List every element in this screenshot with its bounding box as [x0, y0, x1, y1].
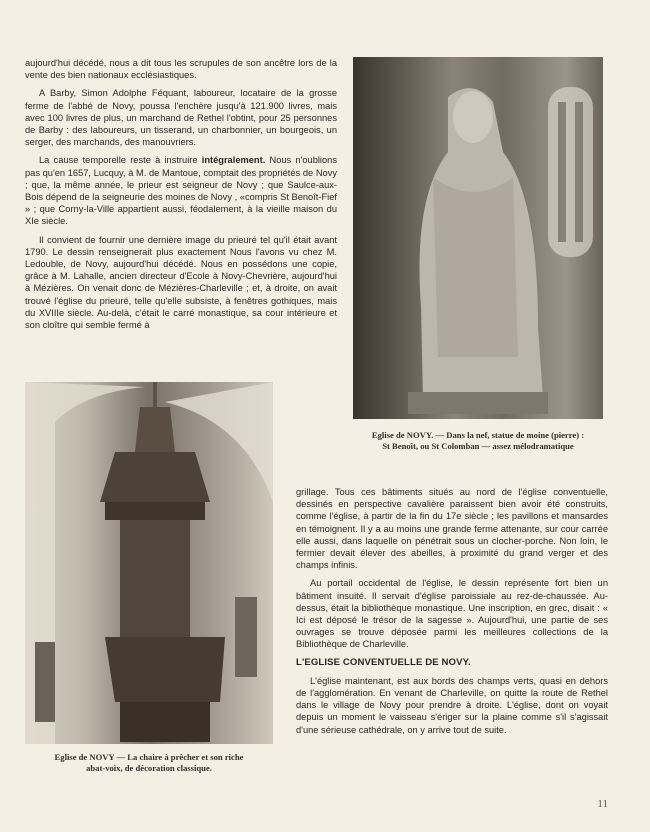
- left-column-text: [25, 57, 337, 337]
- section-heading: L'EGLISE CONVENTUELLE DE NOVY.: [296, 656, 471, 668]
- right-column-text: [296, 486, 608, 742]
- statue-photo: [353, 57, 603, 419]
- page-number: 11: [597, 798, 608, 810]
- pulpit-caption: Eglise de NOVY — La chaire à prêcher et son riche abat-voix, de décoration classique.: [54, 752, 244, 773]
- pulpit-illustration: [25, 382, 273, 744]
- paragraph: Il convient de fournir une dernière image du prieuré tel qu'il était avant 1790. Le dessin renseignerait plus exactement Nous l'avons vu chez M. Ledouble, de Novy, aujourd'hui décédé. Nous en possédons une copie, grâce à M. Lahalle, ancien directeur d'Ecole à Novy-Chevrière, aujourd'hui à Mézières. On venait donc de Mézières-Charleville ; et, à droite, on avait trouvé l'église du prieuré, telle qu'elle subsiste, à fenêtres gothiques, mais du XVIIIe siècle. Au-delà, c'était le carré monastique, sa cour intérieure et son cloître qui semble fermé à: [25, 234, 337, 331]
- paragraph: Au portail occidental de l'église, le dessin représente fort bien un bâtiment insuité. Il servait d'église paroissiale au rez-de-chaussée. Au-dessus, était la bibliothèque monastique. Une inscription, en grec, disait : « Ici est déposé le trésor de la sagesse ». Aujourd'hui, une partie de ses ouvrages se trouve déposée parmi les meilleures collections de la Bibliothèque de Charleville.: [296, 578, 608, 650]
- pulpit-photo: [25, 382, 273, 744]
- paragraph: La cause temporelle reste à instruire intégralement. Nous n'oublions pas qu'en 1657, Lucquy, à M. de Mantoue, comptait des propriétés de Novy ; que, la même année, le prieur est seigneur de Novy ; que Saulce-aux-Bois dépend de la seigneurie des moines de Novy , «compris St Benoît-Fief » ; que Corny-la-Ville appartient aussi, féodalement, à la vieille maison du XIe siècle.: [25, 155, 337, 227]
- statue-caption: Eglise de NOVY. — Dans la nef, statue de moine (pierre) : St Benoît, ou St Colomban — assez mélodramatique: [371, 430, 585, 451]
- statue-illustration: [353, 57, 603, 419]
- paragraph: aujourd'hui décédé, nous a dit tous les scrupules de son ancêtre lors de la vente des bien nationaux ecclésiastiques.: [25, 58, 337, 81]
- paragraph: grillage. Tous ces bâtiments situés au nord de l'église conventuelle, dessinés en perspective cavalière paraissent bien avoir été construits, comme l'église, à partir de la fin du 17e siècle ; les pavillons et mansardes en témoignent. Il y a au moins une grande ferme attenante, sur cour carrée elle aussi, dans laquelle on pénétrait sous un clocher-porche. Non loin, le fermier devait élever des abeilles, à proximité du grand verger et des champs infinis.: [296, 487, 608, 571]
- paragraph: L'église maintenant, est aux bords des champs verts, quasi en dehors de l'agglomération. En venant de Charleville, on quitte la route de Rethel dans le village de Novy pour prendre à droite. L'église, dont on voyait depuis un moment le vaisseau s'ériger sur la plaine comme s'il s'agissait d'une sérieuse cathédrale, on y arrive tout de suite.: [296, 675, 608, 735]
- paragraph: A Barby, Simon Adolphe Féquant, laboureur, locataire de la grosse ferme de l'abbé de Novy, poussa l'enchère jusqu'à 121.900 livres, mais avec 100 livres de plus, un marchand de Rethel l'obtint, pour 25 personnes de Barby : des laboureurs, un tisserand, un charbonnier, un bourgeois, un serger, des marchands, des manouvriers.: [25, 88, 337, 148]
